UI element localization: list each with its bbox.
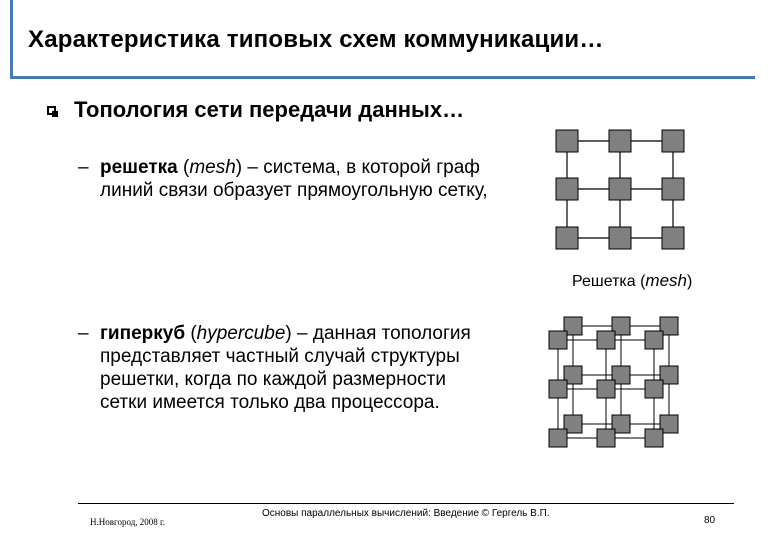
hypercube-line-3: решетки, когда по каждой размерности [100, 369, 446, 390]
mesh-node [662, 227, 684, 249]
hypercube-line-4: сетки имеется только два процессора. [100, 392, 440, 413]
hypercube-diagram [549, 317, 678, 447]
hypercube-node [549, 429, 567, 447]
page-title: Характеристика типовых схем коммуникации… [28, 26, 604, 53]
mesh-term: решетка [100, 157, 178, 178]
mesh-caption-en: mesh [645, 271, 687, 290]
mesh-node [662, 178, 684, 200]
mesh-node [662, 130, 684, 152]
hypercube-node [549, 331, 567, 349]
hypercube-term-en: hypercube [196, 323, 286, 344]
mesh-caption-label: Решетка ( [572, 273, 646, 290]
mesh-diagram [556, 130, 684, 249]
paren-open: ( [177, 157, 190, 178]
hypercube-node [645, 380, 663, 398]
section-heading: Топология сети передачи данных… [74, 97, 465, 122]
mesh-caption-close: ) [687, 273, 693, 290]
mesh-node [556, 130, 578, 152]
mesh-definition: ) – система, в которой граф [235, 157, 480, 178]
footer-course: Основы параллельных вычислений: Введение © Гергель В.П. [262, 508, 550, 519]
mesh-term-en: mesh [189, 157, 236, 178]
hypercube-definition: ) – данная топология [285, 323, 471, 344]
footer-location: Н.Новгород, 2008 г. [90, 517, 165, 527]
hypercube-node [549, 380, 567, 398]
dash-bullet: – [78, 157, 89, 178]
hypercube-node [597, 429, 615, 447]
mesh-node [609, 227, 631, 249]
hypercube-node [597, 331, 615, 349]
hypercube-line-2: представляет частный случай структуры [100, 346, 460, 367]
page-number: 80 [704, 515, 716, 526]
paren-open: ( [185, 323, 197, 344]
mesh-line-2: линий связи образует прямоугольную сетку, [100, 180, 488, 201]
mesh-caption [572, 271, 692, 291]
hypercube-node [645, 429, 663, 447]
dash-bullet: – [78, 323, 89, 344]
hypercube-node [645, 331, 663, 349]
footer-divider [78, 503, 734, 504]
mesh-node [609, 178, 631, 200]
mesh-node [556, 227, 578, 249]
mesh-node [556, 178, 578, 200]
hypercube-node [597, 380, 615, 398]
mesh-node [609, 130, 631, 152]
hypercube-term: гиперкуб [100, 323, 186, 344]
